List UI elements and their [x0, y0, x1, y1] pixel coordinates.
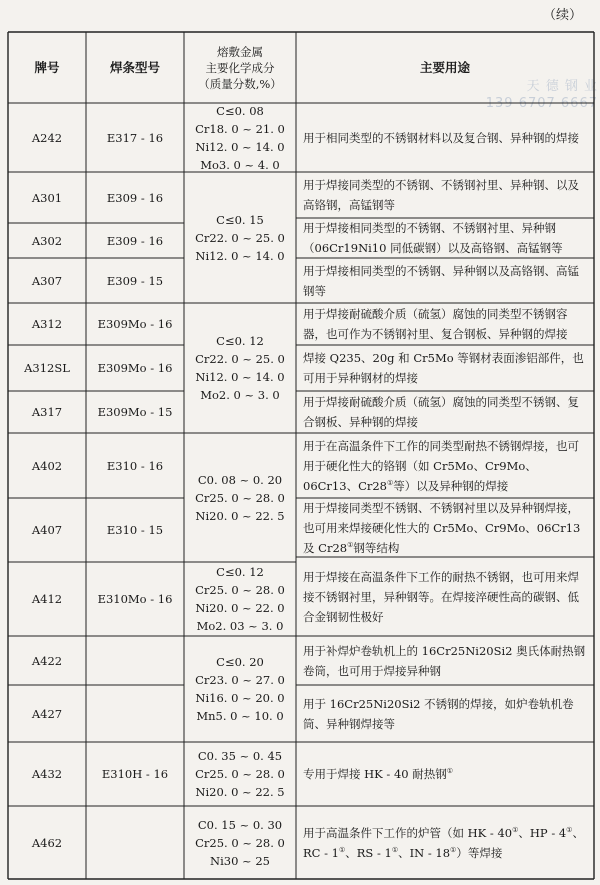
composition-line: C≤0. 15 — [216, 212, 264, 227]
usage-cell — [296, 557, 594, 636]
composition-cell — [184, 806, 296, 879]
usage-cell — [296, 103, 594, 172]
model-cell: E317 - 16 — [106, 130, 164, 145]
model-cell: E309 - 15 — [106, 273, 164, 288]
continued-label: （续） — [542, 8, 582, 23]
model-cell: E310 - 16 — [106, 458, 164, 473]
composition-line: Cr23. 0 ~ 27. 0 — [195, 673, 285, 687]
composition-line: Mo2. 0 ~ 3. 0 — [200, 388, 280, 402]
usage-cell — [296, 636, 594, 685]
model-cell: E309Mo - 15 — [97, 405, 173, 419]
model-cell: E309 - 16 — [106, 233, 164, 248]
usage-text: 用于焊接相同类型的不锈钢、不锈钢衬里、异种钢（06Cr19Ni10 同低碳钢）以及高铬钢、高锰钢等 — [303, 221, 563, 255]
composition-cell — [184, 172, 296, 303]
usage-text: 用于焊接耐硫酸介质（硫氢）腐蚀的同类型不锈钢、复合钢板、异种钢的焊接 — [303, 395, 579, 429]
composition-line: Ni20. 0 ~ 22. 0 — [195, 601, 285, 615]
usage-cell — [296, 172, 594, 218]
composition-line: Cr18. 0 ~ 21. 0 — [195, 121, 285, 136]
composition-line: C0. 15 ~ 0. 30 — [197, 817, 283, 832]
grade-cell: A422 — [31, 653, 63, 668]
usage-text: 用于焊接同类型不锈钢、不锈钢衬里以及异种钢焊接，也可用来焊接硬化性大的 Cr5Mo、Cr9Mo、06Cr13 及 Cr28①钢等结构 — [303, 500, 581, 555]
composition-cell — [184, 303, 296, 433]
usage-cell — [296, 806, 594, 879]
composition-line: Mn5. 0 ~ 10. 0 — [196, 709, 284, 723]
composition-line: Mo3. 0 ~ 4. 0 — [200, 157, 280, 172]
usage-cell — [296, 345, 594, 391]
composition-line: Cr25. 0 ~ 28. 0 — [195, 767, 285, 781]
grade-cell: A427 — [31, 706, 63, 721]
composition-line: Ni12. 0 ~ 14. 0 — [195, 370, 285, 384]
grade-cell: A317 — [31, 405, 63, 419]
usage-text: 用于焊接在高温条件下工作的耐热不锈钢，也可用来焊接不锈钢衬里，异种钢等。在焊接淬硬性高的碳钢、低合金钢韧性极好 — [303, 569, 579, 624]
usage-cell — [296, 303, 594, 345]
usage-text: 焊接 Q235、20g 和 Cr5Mo 等钢材表面渗铝部件，也可用于异种钢材的焊接 — [303, 351, 584, 385]
composition-line: C≤0. 12 — [216, 334, 264, 348]
grade-cell: A301 — [31, 190, 63, 205]
header-usage: 主要用途 — [419, 59, 470, 75]
grade-cell: A432 — [31, 767, 63, 781]
header-composition: 熔敷金属 主要化学成分 （质量分数,%） — [198, 44, 282, 91]
composition-line: Ni12. 0 ~ 14. 0 — [195, 139, 285, 154]
usage-cell — [296, 685, 594, 742]
header-model: 焊条型号 — [109, 59, 160, 75]
usage-text: 用于焊接同类型的不锈钢、不锈钢衬里、异种钢、以及高铬钢，高锰钢等 — [303, 178, 579, 212]
usage-cell — [296, 742, 594, 806]
composition-line: C≤0. 20 — [216, 655, 264, 669]
usage-cell — [296, 391, 594, 433]
model-cell — [86, 806, 184, 879]
composition-line: Cr25. 0 ~ 28. 0 — [195, 583, 285, 597]
model-cell — [86, 636, 184, 685]
usage-text: 用于补焊炉卷轨机上的 16Cr25Ni20Si2 奥氏体耐热钢卷筒，也可用于焊接异种钢 — [303, 643, 586, 678]
composition-line: Cr22. 0 ~ 25. 0 — [195, 352, 285, 366]
grade-cell: A307 — [31, 273, 63, 288]
grade-cell: A312 — [31, 317, 63, 331]
usage-text: 用于高温条件下工作的炉管（如 HK - 40①、HP - 4①、RC - 1①、RS - 1①、IN - 18①）等焊接 — [303, 825, 584, 860]
model-cell — [86, 685, 184, 742]
composition-line: C0. 35 ~ 0. 45 — [197, 749, 283, 763]
usage-cell — [296, 218, 594, 258]
model-cell: E310 - 15 — [106, 523, 164, 537]
composition-line: C≤0. 08 — [216, 103, 264, 118]
composition-line: Cr25. 0 ~ 28. 0 — [195, 835, 285, 850]
grade-cell: A462 — [31, 835, 63, 850]
model-cell: E310H - 16 — [101, 767, 169, 781]
model-cell: E310Mo - 16 — [97, 592, 173, 606]
watermark-company: 天 德 钢 业 — [526, 79, 598, 94]
composition-line: Cr25. 0 ~ 28. 0 — [195, 490, 285, 505]
grade-cell: A407 — [31, 523, 63, 537]
composition-line: Ni20. 0 ~ 22. 5 — [195, 508, 285, 523]
model-cell: E309Mo - 16 — [97, 361, 173, 375]
composition-cell — [184, 742, 296, 806]
watermark-phone: 139 6707 6667 — [485, 96, 598, 111]
usage-text: 专用于焊接 HK - 40 耐热钢① — [303, 767, 454, 781]
composition-line: Ni30 ~ 25 — [210, 853, 270, 868]
usage-text: 用于在高温条件下工作的同类型耐热不锈钢焊接，也可用于硬化性大的铬钢（如 Cr5Mo、Cr9Mo、06Cr13、Cr28①等）以及异种钢的焊接 — [303, 438, 579, 493]
composition-cell — [184, 433, 296, 562]
composition-line: C0. 08 ~ 0. 20 — [197, 472, 283, 487]
model-cell: E309 - 16 — [106, 190, 164, 205]
usage-text: 用于 16Cr25Ni20Si2 不锈钢的焊接，如炉卷轨机卷筒、异种钢焊接等 — [303, 696, 574, 731]
usage-text: 用于焊接相同类型的不锈钢、异种钢以及高铬钢、高锰钢等 — [303, 263, 579, 298]
usage-cell — [296, 498, 594, 557]
composition-line: Ni16. 0 ~ 20. 0 — [195, 691, 285, 705]
composition-line: Ni12. 0 ~ 14. 0 — [195, 248, 285, 263]
usage-cell — [296, 258, 594, 303]
grade-cell: A412 — [31, 592, 63, 606]
grade-cell: A402 — [31, 458, 63, 473]
composition-line: Ni20. 0 ~ 22. 5 — [195, 785, 285, 799]
grade-cell: A242 — [31, 130, 63, 145]
grade-cell: A312SL — [24, 361, 70, 375]
composition-line: Mo2. 03 ~ 3. 0 — [196, 619, 284, 633]
header-grade: 牌号 — [34, 59, 60, 75]
usage-text: 用于相同类型的不锈钢材料以及复合钢、异种钢的焊接 — [303, 130, 579, 145]
usage-text: 用于焊接耐硫酸介质（硫氢）腐蚀的同类型不锈钢容器，也可作为不锈钢衬里、复合钢板、异种钢的焊接 — [303, 307, 568, 341]
usage-cell — [296, 433, 594, 498]
model-cell: E309Mo - 16 — [97, 317, 173, 331]
composition-line: C≤0. 12 — [216, 565, 264, 579]
composition-cell — [184, 636, 296, 742]
grade-cell: A302 — [31, 233, 63, 248]
composition-cell — [184, 562, 296, 636]
composition-line: Cr22. 0 ~ 25. 0 — [195, 230, 285, 245]
composition-cell — [184, 103, 296, 172]
